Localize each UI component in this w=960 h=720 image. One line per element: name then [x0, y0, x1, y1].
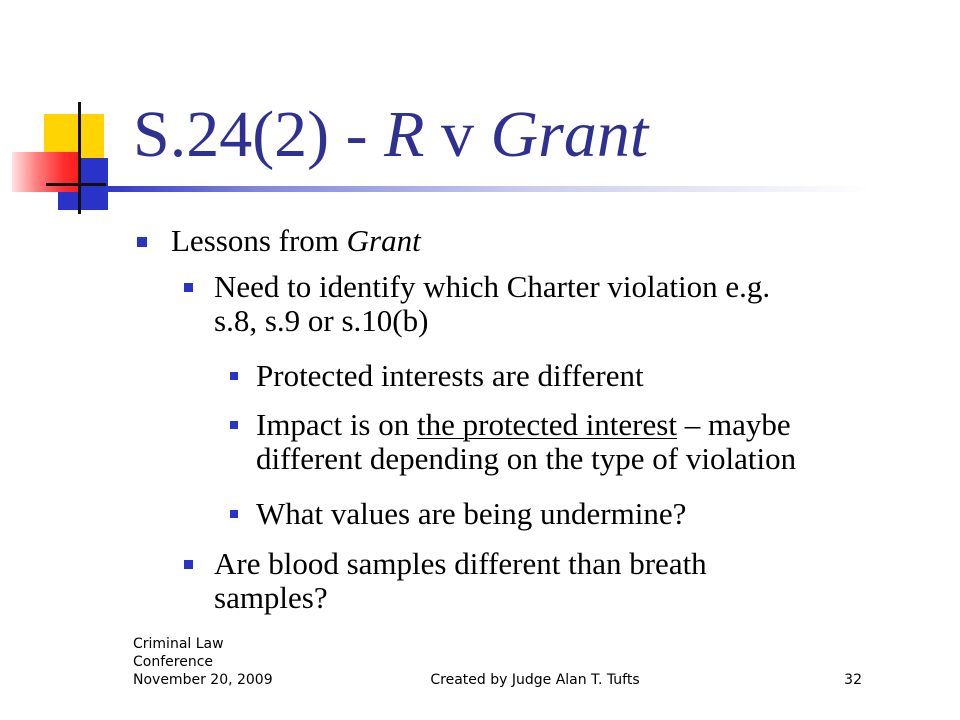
bullet-text: Are blood samples different than breath samples?	[214, 546, 707, 615]
underlined-phrase: the protected interest	[417, 407, 677, 442]
bullet-text: Impact is on the protected interest – maybe different depending on the type of violation	[256, 407, 797, 476]
title-r: R	[384, 98, 425, 171]
title-prefix: S.24(2) -	[133, 98, 385, 171]
bullet-blood-samples	[184, 547, 707, 615]
bullet-marker	[137, 237, 147, 247]
bullet-lessons	[137, 224, 421, 258]
title-underline-rule	[100, 186, 870, 192]
bullet-values	[230, 497, 686, 531]
red-gradient-bar	[12, 152, 80, 192]
ornament-vertical-line	[78, 102, 81, 214]
bullet-identify-violation	[184, 270, 770, 338]
page-number: 32	[844, 672, 862, 688]
bullet-marker	[230, 421, 238, 429]
footer-event: Criminal Law Conference November 20, 2009	[133, 636, 273, 688]
bullet-text: Protected interests are different	[256, 358, 644, 393]
bullet-text: What values are being undermine?	[256, 496, 687, 531]
bullet-marker	[230, 510, 238, 518]
footer-author: Created by Judge Alan T. Tufts	[430, 672, 640, 688]
ornament-horizontal-line	[46, 183, 106, 186]
slide-title	[133, 96, 648, 174]
bullet-impact	[230, 408, 796, 476]
title-v: v	[424, 98, 491, 171]
bullet-protected-interests	[230, 359, 644, 393]
bullet-text: Lessons from Grant	[171, 223, 421, 258]
bullet-marker	[184, 283, 193, 292]
bullet-text: Need to identify which Charter violation e.g. s.8, s.9 or s.10(b)	[214, 269, 771, 338]
bullet-marker	[184, 560, 193, 569]
bullet-marker	[230, 372, 238, 380]
title-grant: Grant	[490, 98, 649, 171]
